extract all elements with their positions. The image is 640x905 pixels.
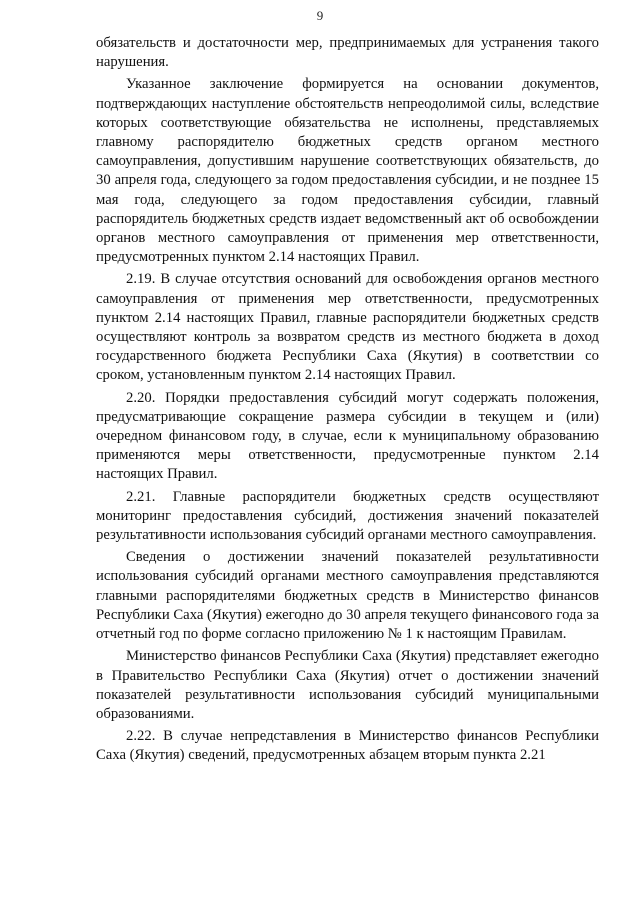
paragraph-continuation: обязательств и достаточности мер, предпринимаемых для устранения такого нарушения.: [96, 35, 599, 71]
document-body: [96, 34, 599, 769]
paragraph-2-21-info: Сведения о достижении значений показателей результативности использования субсидий органами местного самоуправления представляются главными распорядителями бюджетных средств в Министерство финансов Республики Саха (Якутия) ежегодно до 30 апреля текущего финансового года за отчетный год по форме согласно приложению № 1 к настоящим Правилам.: [96, 549, 599, 643]
page-number: 9: [316, 8, 324, 23]
paragraph-2-19: 2.19. В случае отсутствия оснований для освобождения органов местного самоуправления от применения мер ответственности, предусмотренных пунктом 2.14 настоящих Правил, главные распорядители бюджетных средств осуществляют контроль за возвратом средств из местного бюджета в доход государственного бюджета Республики Саха (Якутия) в соответствии со сроком, установленным пунктом 2.14 настоящих Правил.: [96, 271, 599, 384]
paragraph-2-20: 2.20. Порядки предоставления субсидий могут содержать положения, предусматривающие сокращение размера субсидии в текущем и (или) очередном финансовом году, в случае, если к муниципальному образованию применяются меры ответственности, предусмотренные пунктом 2.14 настоящих Правил.: [96, 389, 599, 483]
paragraph-2-22: 2.22. В случае непредставления в Министерство финансов Республики Саха (Якутия) сведений, предусмотренных абзацем вторым пункта 2.21: [96, 728, 599, 764]
paragraph-conclusion: Указанное заключение формируется на основании документов, подтверждающих наступление обстоятельств непреодолимой силы, вследствие которых соответствующие обязательства не исполнены, представляемых главному распорядителю бюджетных средств органом местного самоуправления, допустившим нарушение соответствующих обязательств, до 30 апреля года, следующего за годом предоставления субсидии, и не позднее 15 мая года, следующего за годом предоставления субсидии, главный распорядитель бюджетных средств издает ведомственный акт об освобождении органов местного самоуправления от применения мер ответственности, предусмотренных пунктом 2.14 настоящих Правил.: [96, 76, 599, 266]
paragraph-2-21-ministry: Министерство финансов Республики Саха (Якутия) представляет ежегодно в Правительство Республики Саха (Якутия) отчет о достижении значений показателей результативности использования субсидий муниципальными образованиями.: [96, 648, 599, 722]
paragraph-2-21: 2.21. Главные распорядители бюджетных средств осуществляют мониторинг предоставления субсидий, достижения значений показателей результативности использования субсидий органами местного самоуправления.: [96, 488, 599, 544]
